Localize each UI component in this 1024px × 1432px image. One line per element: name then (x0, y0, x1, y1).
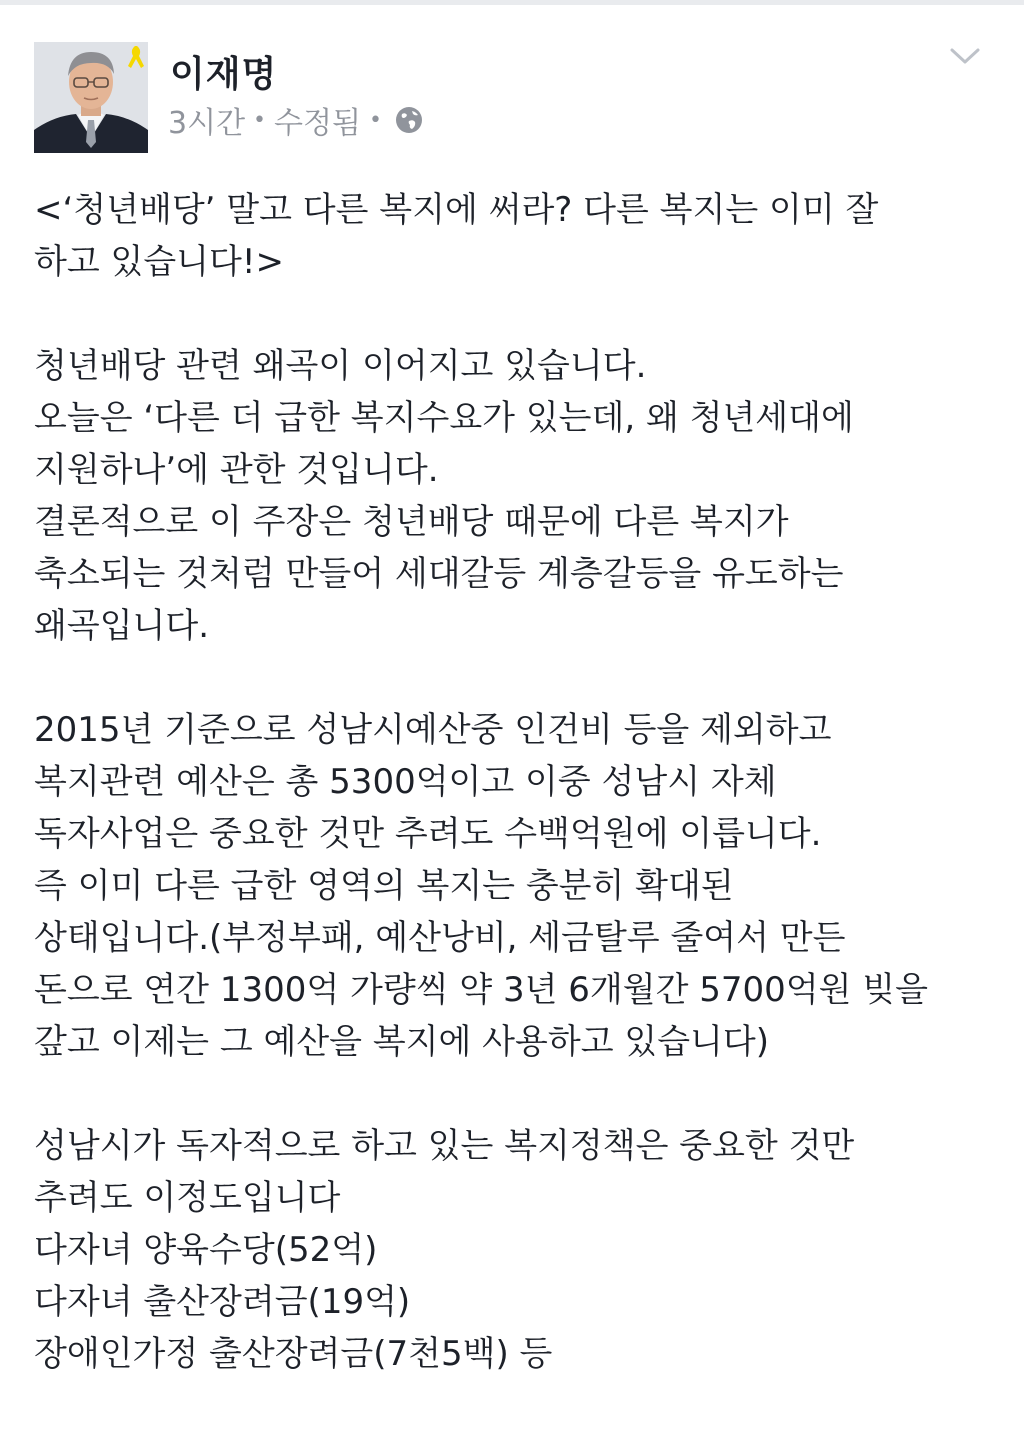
post-body (34, 184, 994, 1432)
post-text-line: 2015년 기준으로 성남시예산중 인건비 등을 제외하고 (34, 710, 832, 750)
avatar[interactable] (34, 42, 148, 153)
post-title (34, 184, 994, 288)
post-text-line: 갚고 이제는 그 예산을 복지에 사용하고 있습니다) (34, 1022, 769, 1062)
post-text-line: 다자녀 출산장려금(19억) (34, 1282, 411, 1322)
chevron-down-icon[interactable] (948, 44, 982, 68)
post-header (34, 42, 994, 154)
post-text-line: 하고 있습니다!> (34, 242, 284, 282)
post-meta (168, 100, 424, 140)
post-text-line: <‘청년배당’ 말고 다른 복지에 써라? 다른 복지는 이미 잘 (34, 190, 879, 230)
globe-icon (394, 105, 424, 135)
post-text-line: 축소되는 것처럼 만들어 세대갈등 계층갈등을 유도하는 (34, 554, 844, 594)
post-text-line: 지원하나’에 관한 것입니다. (34, 450, 439, 490)
post-paragraph (34, 704, 994, 1068)
post-text-line: 결론적으로 이 주장은 청년배당 때문에 다른 복지가 (34, 502, 789, 542)
post-text-line: 왜곡입니다. (34, 606, 210, 646)
post-time[interactable]: 3시간 (168, 106, 246, 141)
post-text-line: 오늘은 ‘다른 더 급한 복지수요가 있는데, 왜 청년세대에 (34, 398, 854, 438)
post-text-line: 다자녀 양육수당(52억) (34, 1230, 378, 1270)
post-text-line: 청년배당 관련 왜곡이 이어지고 있습니다. (34, 346, 647, 386)
post-text-line: 성남시가 독자적으로 하고 있는 복지정책은 중요한 것만 (34, 1126, 855, 1166)
post-text-line: 복지관련 예산은 총 5300억이고 이중 성남시 자체 (34, 762, 777, 802)
post-text-line: 즉 이미 다른 급한 영역의 복지는 충분히 확대된 (34, 866, 734, 906)
post-text-line: 장애인가정 출산장려금(7천5백) 등 (34, 1334, 553, 1374)
meta-separator: • (368, 107, 382, 133)
post-text-line: 상태입니다.(부정부패, 예산낭비, 세금탈루 줄여서 만든 (34, 918, 846, 958)
post-text-line: 추려도 이정도입니다 (34, 1178, 341, 1218)
author-name[interactable]: 이재명 (170, 54, 278, 95)
edited-label[interactable]: 수정됨 (274, 106, 361, 141)
post-text-line: 돈으로 연간 1300억 가량씩 약 3년 6개월간 5700억원 빚을 (34, 970, 928, 1010)
post-paragraph (34, 1120, 994, 1380)
post-text-line: 독자사업은 중요한 것만 추려도 수백억원에 이릅니다. (34, 814, 822, 854)
meta-separator: • (253, 107, 267, 133)
top-divider (0, 0, 1024, 5)
post-paragraph (34, 340, 994, 652)
